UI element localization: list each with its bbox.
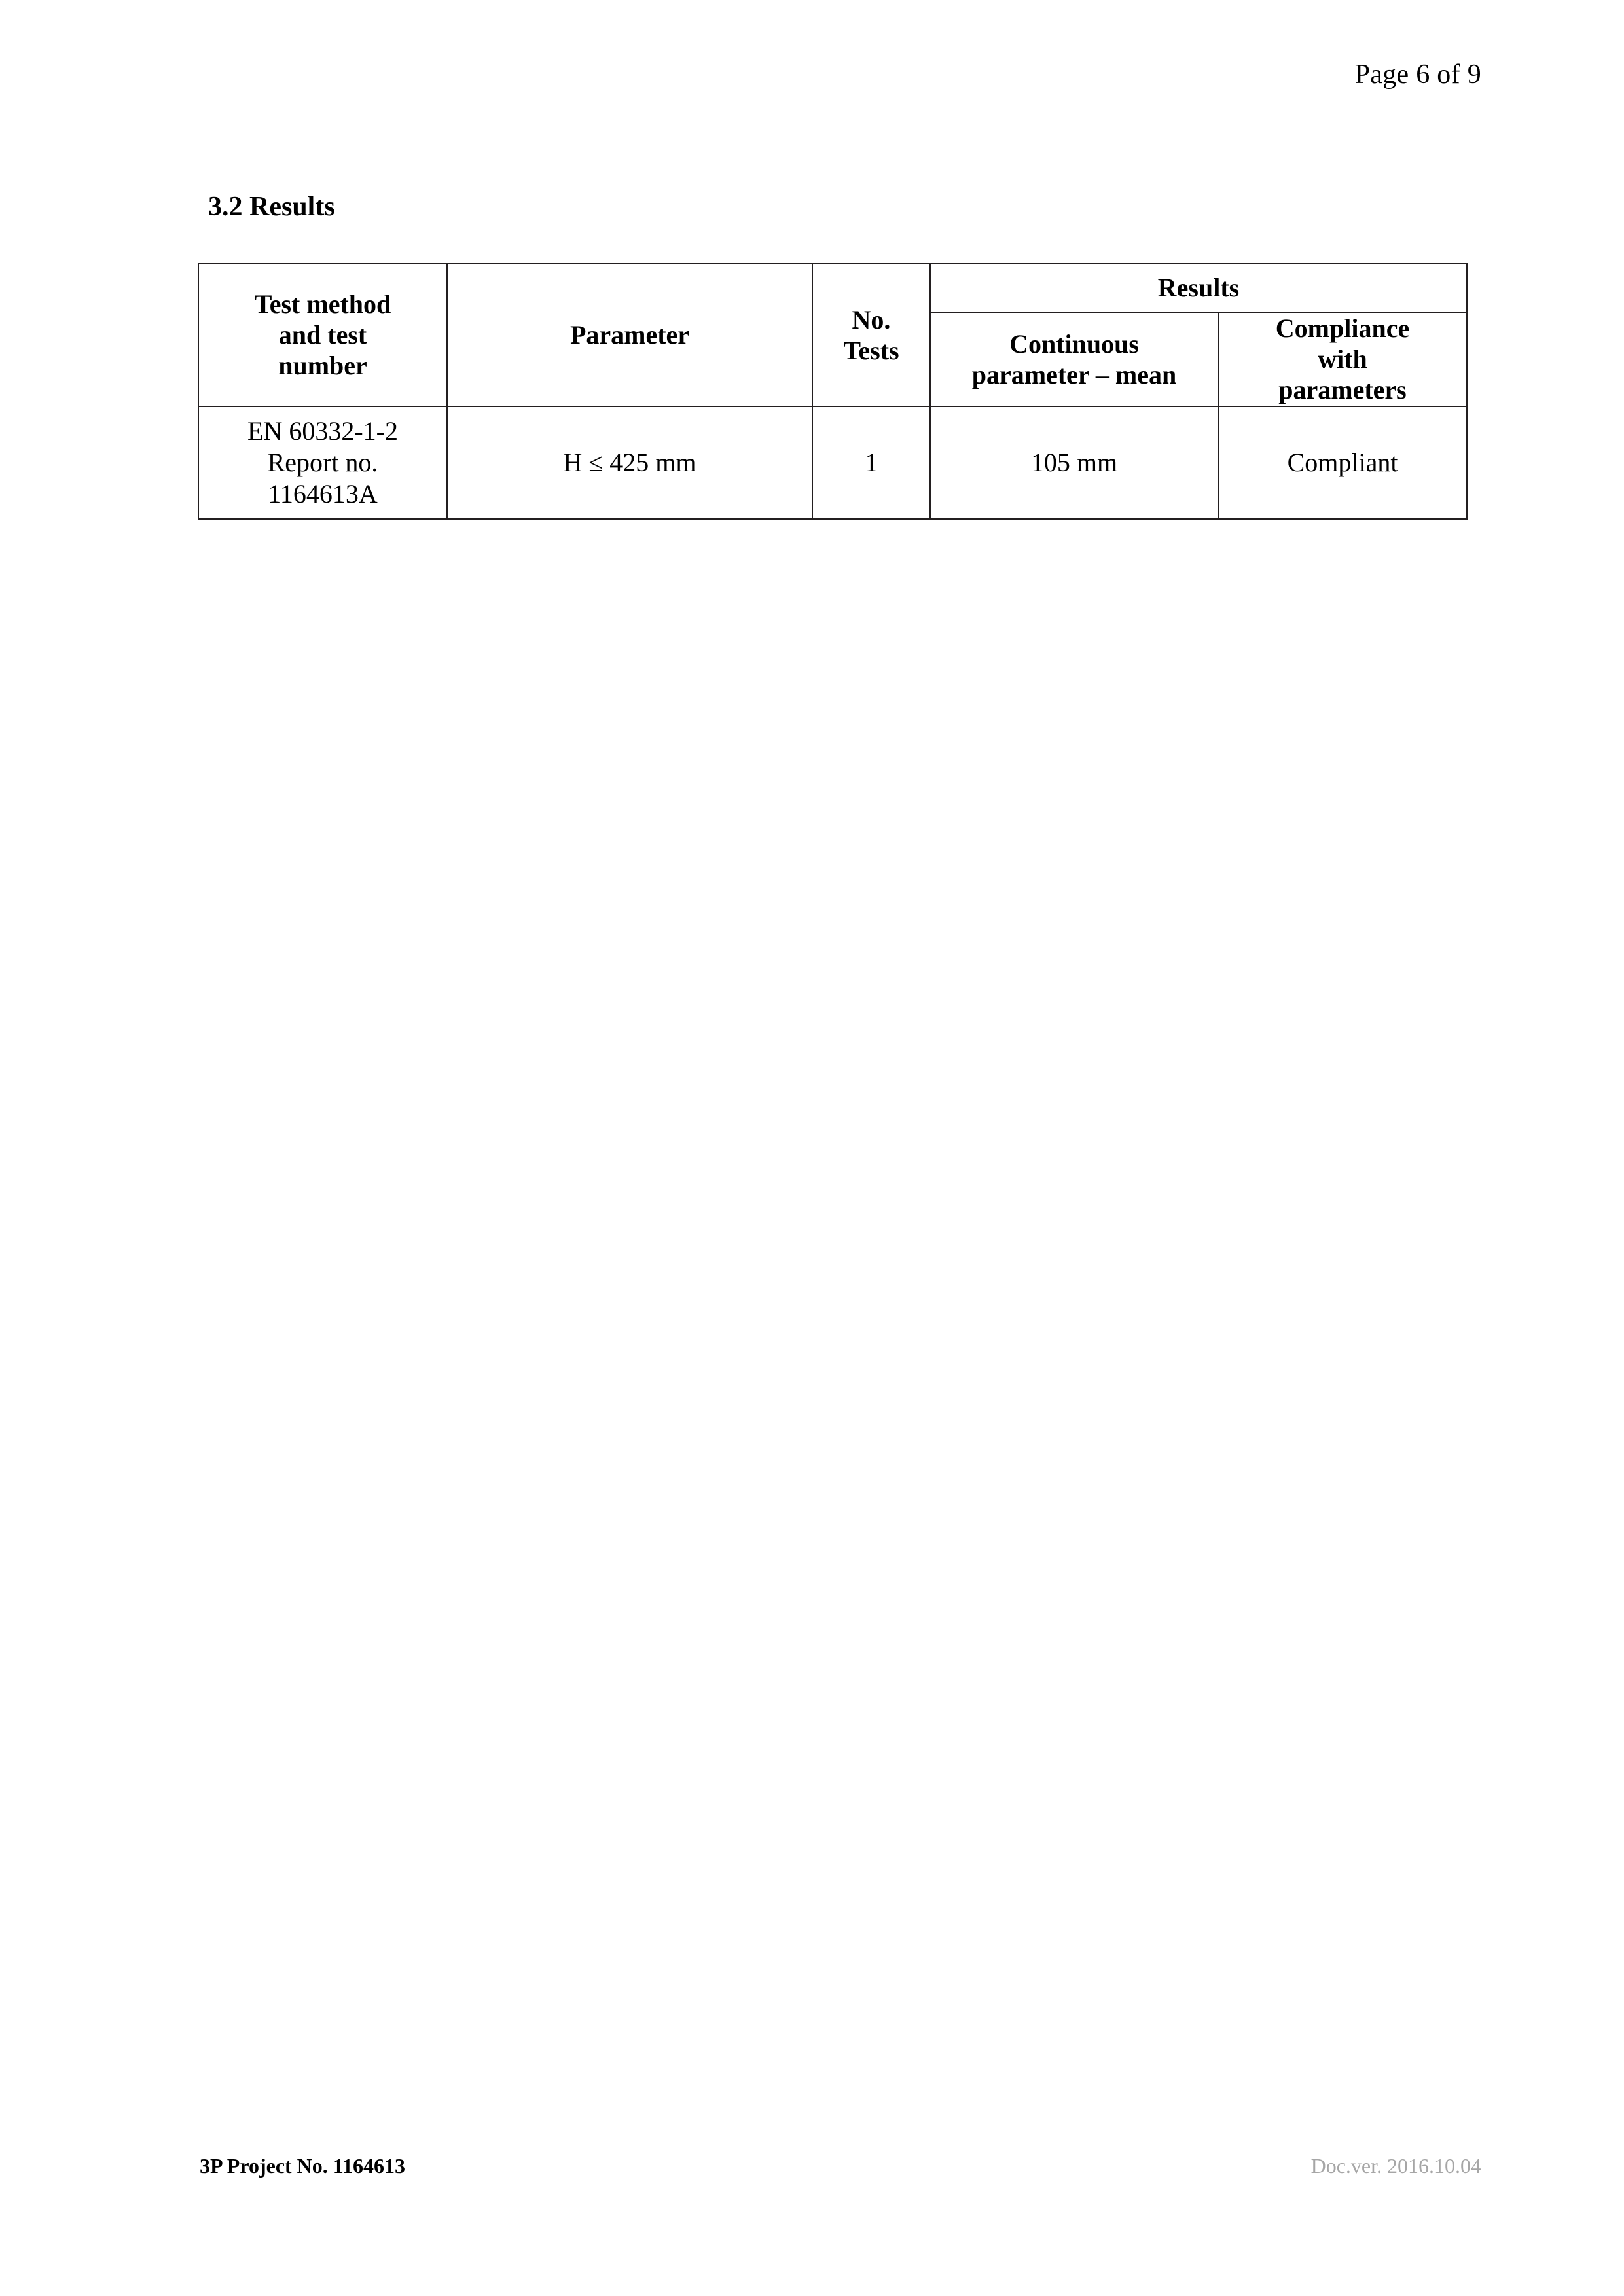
table-header-row-top [198, 264, 1467, 312]
footer-project-number: 3P Project No. 1164613 [200, 2154, 406, 2178]
cell-test-method-line1: EN 60332-1-2 [247, 416, 398, 446]
header-compliance-with-parameters [1218, 312, 1467, 406]
cell-compliance: Compliant [1218, 406, 1467, 519]
cell-test-method-line3: 1164613A [268, 478, 378, 509]
header-compliance-line2: with [1318, 344, 1367, 374]
results-table-container [198, 263, 1466, 520]
header-continuous-line2: parameter – mean [971, 359, 1177, 389]
header-no-tests-line1: No. [852, 304, 891, 334]
header-test-method-line1: Test method [254, 289, 391, 319]
header-continuous-parameter-mean [930, 312, 1218, 406]
header-test-method [198, 264, 447, 406]
page-number-header: Page 6 of 9 [1354, 60, 1481, 90]
header-compliance-line1: Compliance [1275, 314, 1410, 343]
table-row [198, 406, 1467, 519]
section-heading: 3.2 Results [208, 192, 335, 222]
footer-doc-version: Doc.ver. 2016.10.04 [1310, 2154, 1481, 2178]
cell-test-method [198, 406, 447, 519]
header-parameter: Parameter [447, 264, 812, 406]
cell-parameter: H ≤ 425 mm [447, 406, 812, 519]
header-no-tests-line2: Tests [843, 335, 899, 365]
header-results: Results [930, 264, 1467, 312]
cell-no-tests: 1 [812, 406, 930, 519]
header-compliance-line3: parameters [1278, 375, 1407, 405]
cell-test-method-line2: Report no. [267, 447, 378, 477]
cell-continuous-mean: 105 mm [930, 406, 1218, 519]
header-test-method-line2: and test [278, 320, 367, 350]
header-test-method-line3: number [278, 351, 367, 381]
results-table [198, 263, 1468, 520]
header-no-tests [812, 264, 930, 406]
header-continuous-line1: Continuous [1009, 329, 1139, 359]
